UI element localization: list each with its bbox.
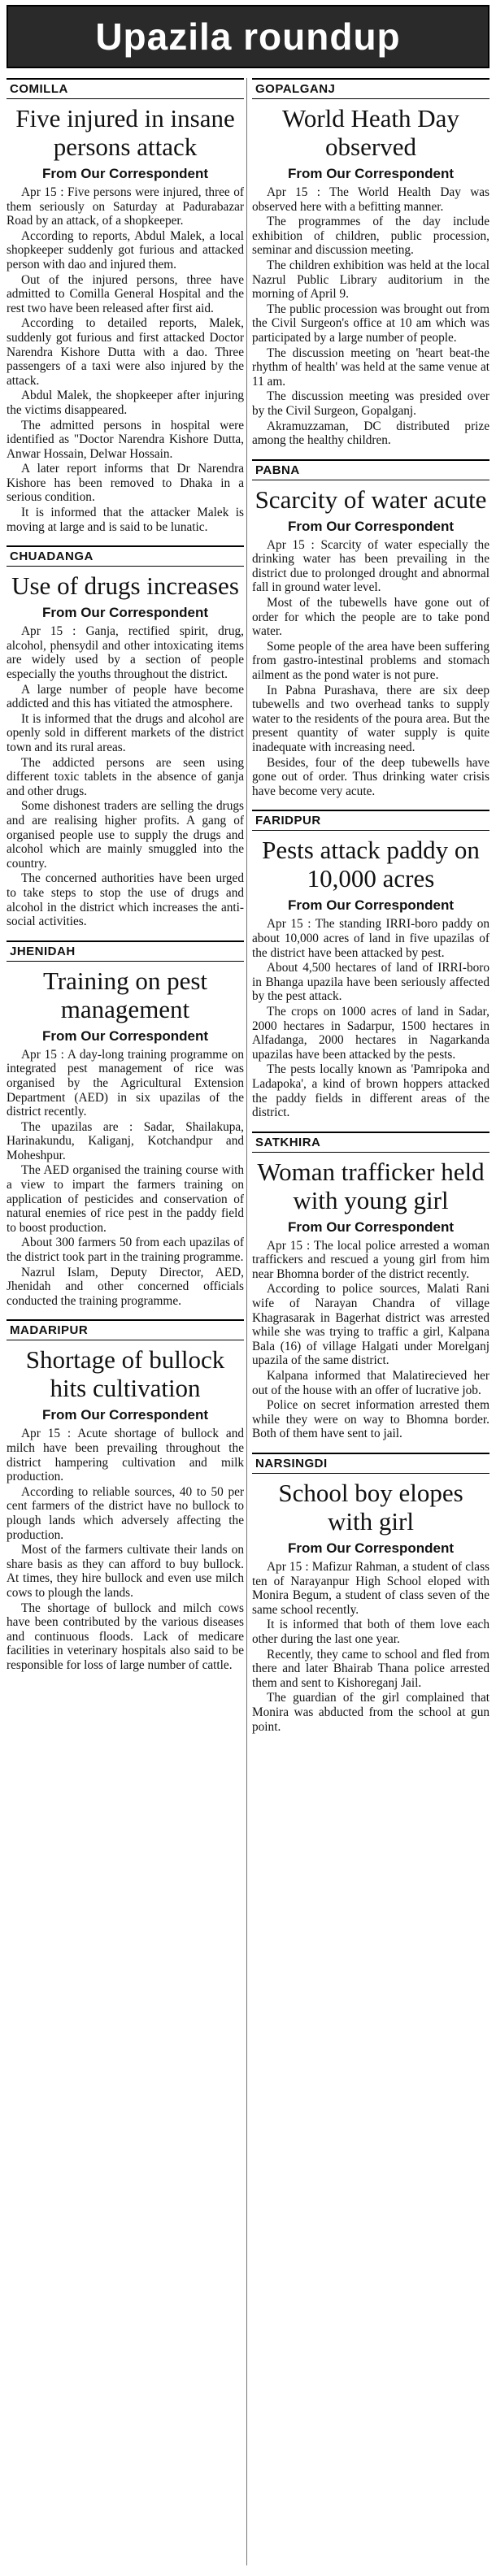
story-paragraph: Apr 15 : Scarcity of water especially the drinking water has been prevailing in the district due to prolonged drought and abnormal fall in ground water level. [252,537,489,595]
section-title: Upazila roundup [95,15,401,58]
story-headline: World Heath Day observed [282,104,459,161]
story-paragraph: The AED organised the training course with a view to impart the farmers training on application of pesticides and conservation of natural enemies of rice pest in the paddy field to boost production. [7,1163,244,1235]
story-paragraph: It is informed that the drugs and alcohol are openly sold in different markets of the district town and its rural areas. [7,711,244,754]
story-paragraph: According to detailed reports, Malek, suddenly got furious and first attacked Doctor Narendra Kishore Dutta with a dao. Three passengers of a taxi were also injured by the attack. [7,316,244,388]
right-column [252,78,489,1745]
news-story [252,1453,489,1734]
story-paragraph: Apr 15 : Five persons were injured, three of them seriously on Saturday at Padurabazar Road by an attack, of a shopkeeper. [7,185,244,228]
story-location: PABNA [252,459,489,480]
story-paragraph: The concerned authorities have been urged to take steps to stop the use of drugs and alcohol in the district which increases the anti-social activities. [7,871,244,929]
story-headline: Use of drugs increases [11,571,239,601]
story-paragraph: About 300 farmers 50 from each upazilas of the district took part in the training programme. [7,1236,244,1265]
section-banner [7,5,489,68]
story-paragraph: It is informed that both of them love each other during the last one year. [252,1618,489,1646]
story-paragraph: A large number of people have become addicted and this has vitiated the atmosphere. [7,682,244,711]
story-paragraph: Kalpana informed that Malatirecieved her out of the house with an offer of lucrative job. [252,1369,489,1397]
story-location: JHENIDAH [7,940,244,962]
story-paragraph: The public procession was brought out from the Civil Surgeon's office at 10 am which was participated by a large number of people. [252,302,489,345]
news-story [252,1132,489,1441]
news-story [252,810,489,1119]
story-location: GOPALGANJ [252,78,489,99]
story-location: MADARIPUR [7,1319,244,1340]
story-byline: From Our Correspondent [287,166,454,181]
story-paragraph: Besides, four of the deep tubewells have gone out of order. Thus drinking water crisis have become very acute. [252,755,489,798]
story-paragraph: According to police sources, Malati Rani wife of Narayan Chandra of village Khagrasarak in Bagerhat district was arrested while she was trying to traffic a girl, Kalpana Bala (16) of village Halgati under Morelganj upazila of the same district. [252,1282,489,1368]
story-paragraph: About 4,500 hectares of land of IRRI-boro in Bhanga upazila have been seriously affected by the pest attack. [252,961,489,1004]
story-paragraph: The shortage of bullock and milch cows have been contributed by the various diseases and continuous floods. Lack of medicare facilities in veterinary hospitals also said to be responsible for loss of large number of cattle. [7,1601,244,1672]
story-byline: From Our Correspondent [287,897,454,914]
story-paragraph: Most of the farmers cultivate their lands on share basis as they can afford to buy bullock. At times, they hire bullock and even use milch cows to plough the lands. [7,1543,244,1600]
story-paragraph: Most of the tubewells have gone out of order for which the people are to take pond water. [252,596,489,639]
story-paragraph: According to reports, Abdul Malek, a local shopkeeper suddenly got furious and attacked person with dao and injured them. [7,228,244,272]
story-paragraph: The crops on 1000 acres of land in Sadar, 2000 hectares in Sadarpur, 1500 hectares in Alfadanga, 2000 hectares in Nagarkanda upazilas have been attacked by the pests. [252,1004,489,1062]
story-paragraph: A later report informs that Dr Narendra Kishore has been removed to Dhaka in a serious condition. [7,462,244,505]
column-divider [246,78,247,2565]
story-paragraph: It is informed that the attacker Malek is moving at large and is said to be lunatic. [7,506,244,534]
story-byline: From Our Correspondent [41,1407,208,1423]
story-paragraph: In Pabna Purashava, there are six deep tubewells and two overhead tanks to supply water to the residents of the poura area. But the present quantity of water supply is quite inadequate with increasing need. [252,683,489,754]
story-paragraph: Recently, they came to school and fled from there and later Bhairab Thana police arrested them and sent to Kishoreganj Jail. [252,1647,489,1690]
news-story [7,78,244,534]
left-column [7,78,244,1684]
story-paragraph: Apr 15 : A day-long training programme on integrated pest management of rice was organised by the Agricultural Extension Department (AED) in six upazilas of the district recently. [7,1047,244,1119]
story-paragraph: The addicted persons are seen using different toxic tablets in the absence of ganja and other drugs. [7,755,244,798]
story-paragraph: Some dishonest traders are selling the drugs and are realising higher profits. A gang of organised people use to supply the drugs and alcohol which are mainly smuggled into the country. [7,799,244,871]
story-paragraph: Apr 15 : The local police arrested a woman traffickers and rescued a young girl from him near Bhomna border of the district recently. [252,1238,489,1281]
story-location: NARSINGDI [252,1453,489,1474]
story-paragraph: Some people of the area have been suffering from gastro-intestinal problems and stomach ailment as the pond water is not pure. [252,639,489,683]
story-paragraph: Akramuzzaman, DC distributed prize among the healthy children. [252,419,489,448]
story-paragraph: Apr 15 : Ganja, rectified spirit, drug, alcohol, phensydil and other intoxicating items are widely used by a section of people especially the youths throughout the district. [7,624,244,682]
news-story [7,545,244,928]
story-headline: Woman trafficker held with young girl [257,1157,485,1214]
story-paragraph: The upazilas are : Sadar, Shailakupa, Harinakundu, Kaliganj, Kotchandpur and Moheshpur. [7,1119,244,1162]
news-story [252,459,489,799]
story-paragraph: Abdul Malek, the shopkeeper after injuring the victims disappeared. [7,389,244,417]
story-headline: Five injured in insane persons attack [15,104,235,161]
story-byline: From Our Correspondent [41,166,208,181]
story-byline: From Our Correspondent [287,1218,454,1235]
story-byline: From Our Correspondent [41,605,208,621]
story-paragraph: The pests locally known as 'Pamripoka and Ladapoka', a kind of brown hoppers attacked the paddy fields in different areas of the district. [252,1062,489,1120]
news-story [7,940,244,1309]
story-paragraph: Nazrul Islam, Deputy Director, AED, Jhenidah and other concerned officials conducted the training programme. [7,1265,244,1308]
story-paragraph: The admitted persons in hospital were identified as "Doctor Narendra Kishore Dutta, Anwar Hossain, Delwar Hossain. [7,418,244,461]
story-location: FARIDPUR [252,810,489,831]
story-paragraph: The children exhibition was held at the local Nazrul Public Library auditorium in the morning of April 9. [252,258,489,302]
story-paragraph: Apr 15 : The World Health Day was observed here with a befitting manner. [252,185,489,214]
story-paragraph: The guardian of the girl complained that Monira was abducted from the school at gun point. [252,1691,489,1734]
story-paragraph: The discussion meeting on 'heart beat-the rhythm of health' was held at the same venue at 11 am. [252,345,489,389]
story-byline: From Our Correspondent [287,1540,454,1556]
story-headline: Scarcity of water acute [255,484,487,514]
story-headline: Pests attack paddy on 10,000 acres [262,836,480,893]
story-byline: From Our Correspondent [41,1027,208,1044]
story-headline: Training on pest management [42,966,208,1023]
story-paragraph: Apr 15 : Mafizur Rahman, a student of class ten of Narayanpur High School eloped with Monira Begum, a student of class seven of the same school recently. [252,1560,489,1617]
story-paragraph: Apr 15 : Acute shortage of bullock and milch have been prevailing throughout the district hampering cultivation and milk production. [7,1427,244,1484]
story-paragraph: The discussion meeting was presided over by the Civil Surgeon, Gopalganj. [252,389,489,418]
story-headline: School boy elopes with girl [278,1479,463,1536]
story-paragraph: Out of the injured persons, three have admitted to Comilla General Hospital and the rest two have been released after first aid. [7,272,244,315]
news-story [252,78,489,448]
story-headline: Shortage of bullock hits cultivation [25,1345,225,1403]
story-location: COMILLA [7,78,244,99]
story-byline: From Our Correspondent [287,518,454,534]
story-paragraph: Police on secret information arrested them while they were on way to Bhomna border. Both of them have sent to jail. [252,1398,489,1441]
story-location: SATKHIRA [252,1132,489,1153]
story-location: CHUADANGA [7,545,244,567]
news-story [7,1319,244,1672]
story-paragraph: Apr 15 : The standing IRRI-boro paddy on about 10,000 acres of land in five upazilas of the district have been attacked by pest. [252,917,489,960]
story-paragraph: According to reliable sources, 40 to 50 per cent farmers of the district have no bullock to plough lands which adversely affecting the production. [7,1484,244,1542]
story-paragraph: The programmes of the day include exhibition of children, public procession, seminar and discussion meeting. [252,215,489,258]
